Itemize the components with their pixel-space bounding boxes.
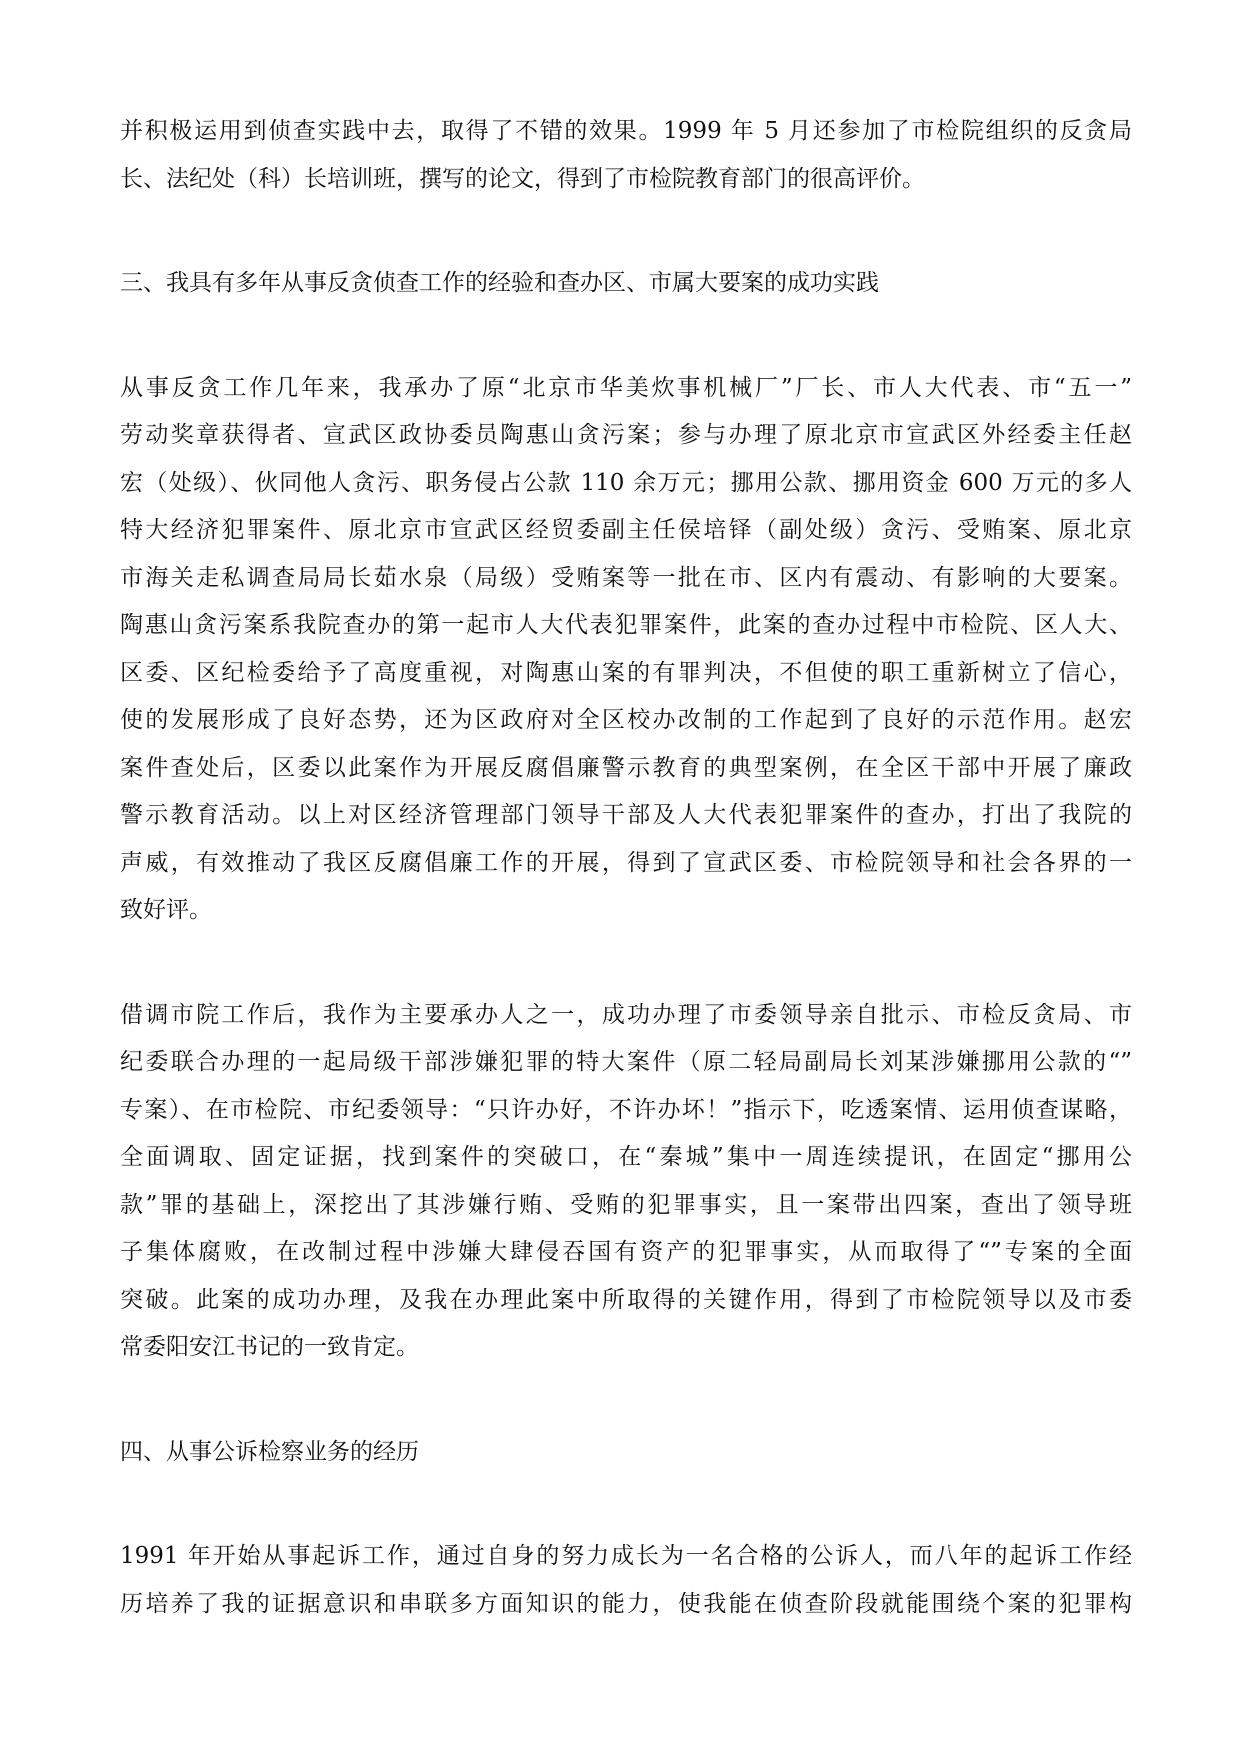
paragraph-line: 市海关走私调查局局长茹水泉（局级）受贿案等一批在市、区内有震动、有影响的大要案。 bbox=[120, 564, 1132, 591]
intro-paragraph bbox=[120, 108, 1132, 203]
section-3-heading: 三、我具有多年从事反贪侦查工作的经验和查办区、市属大要案的成功实践 bbox=[120, 270, 879, 296]
paragraph-line: 宏（处级）、伙同他人贪污、职务侵占公款 110 余万元；挪用公款、挪用资金 600 万元的多人 bbox=[120, 469, 1132, 496]
paragraph-gap bbox=[120, 308, 1132, 365]
paragraph-line: 历培养了我的证据意识和串联多方面知识的能力，使我能在侦查阶段就能围绕个案的犯罪构 bbox=[120, 1590, 1132, 1617]
paragraph-line: 致好评。 bbox=[120, 897, 212, 923]
paragraph-line: 警示教育活动。以上对区经济管理部门领导干部及人大代表犯罪案件的查办，打出了我院的 bbox=[120, 802, 1132, 828]
paragraph-line: 常委阳安江书记的一致肯定。 bbox=[120, 1334, 419, 1360]
paragraph-line: 案件查处后，区委以此案作为开展反腐倡廉警示教育的典型案例，在全区干部中开展了廉政 bbox=[120, 754, 1132, 781]
paragraph-gap bbox=[120, 1476, 1132, 1533]
paragraph-gap bbox=[120, 203, 1132, 260]
paragraph-line: 借调市院工作后，我作为主要承办人之一，成功办理了市委领导亲自批示、市检反贪局、市 bbox=[120, 1001, 1132, 1028]
section-4-paragraph-1 bbox=[120, 1533, 1132, 1628]
paragraph-line: 特大经济犯罪案件、原北京市宣武区经贸委副主任侯培铎（副处级）贪污、受贿案、原北京 bbox=[120, 517, 1132, 543]
paragraph-line: 纪委联合办理的一起局级干部涉嫌犯罪的特大案件（原二轻局副局长刘某涉嫌挪用公款的“” bbox=[120, 1049, 1132, 1075]
paragraph-line: 专案）、在市检院、市纪委领导：“只许办好，不许办坏！”指示下，吃透案情、运用侦查谋略， bbox=[120, 1096, 1132, 1123]
paragraph-line: 陶惠山贪污案系我院查办的第一起市人大代表犯罪案件，此案的查办过程中市检院、区人大、 bbox=[120, 612, 1132, 638]
document-page bbox=[120, 108, 1132, 1628]
paragraph-line: 区委、区纪检委给予了高度重视，对陶惠山案的有罪判决，不但使的职工重新树立了信心， bbox=[120, 659, 1132, 686]
paragraph-line: 1991 年开始从事起诉工作，通过自身的努力成长为一名合格的公诉人，而八年的起诉工作经 bbox=[120, 1543, 1132, 1569]
paragraph-line: 长、法纪处（科）长培训班，撰写的论文，得到了市检院教育部门的很高评价。 bbox=[120, 165, 925, 192]
paragraph-gap bbox=[120, 1372, 1132, 1429]
paragraph-line: 全面调取、固定证据，找到案件的突破口，在“秦城”集中一周连续提讯，在固定“挪用公 bbox=[120, 1144, 1132, 1170]
section-3-paragraph-1 bbox=[120, 365, 1132, 935]
paragraph-line: 款”罪的基础上，深挖出了其涉嫌行贿、受贿的犯罪事实，且一案带出四案，查出了领导班 bbox=[120, 1191, 1132, 1218]
paragraph-line: 子集体腐败，在改制过程中涉嫌大肆侵吞国有资产的犯罪事实，从而取得了“”专案的全面 bbox=[120, 1239, 1132, 1265]
paragraph-line: 突破。此案的成功办理，及我在办理此案中所取得的关键作用，得到了市检院领导以及市委 bbox=[120, 1286, 1132, 1313]
paragraph-gap bbox=[120, 935, 1132, 992]
section-3-paragraph-2 bbox=[120, 992, 1132, 1372]
paragraph-line: 使的发展形成了良好态势，还为区政府对全区校办改制的工作起到了良好的示范作用。赵宏 bbox=[120, 707, 1132, 733]
paragraph-line: 从事反贪工作几年来，我承办了原“北京市华美炊事机械厂”厂长、市人大代表、市“五一” bbox=[120, 374, 1132, 401]
paragraph-line: 并积极运用到侦查实践中去，取得了不错的效果。1999 年 5 月还参加了市检院组织的反贪局 bbox=[120, 118, 1132, 144]
paragraph-line: 劳动奖章获得者、宣武区政协委员陶惠山贪污案；参与办理了原北京市宣武区外经委主任赵 bbox=[120, 422, 1132, 448]
paragraph-line: 声威，有效推动了我区反腐倡廉工作的开展，得到了宣武区委、市检院领导和社会各界的一 bbox=[120, 849, 1132, 876]
section-4-heading: 四、从事公诉检察业务的经历 bbox=[120, 1438, 419, 1465]
